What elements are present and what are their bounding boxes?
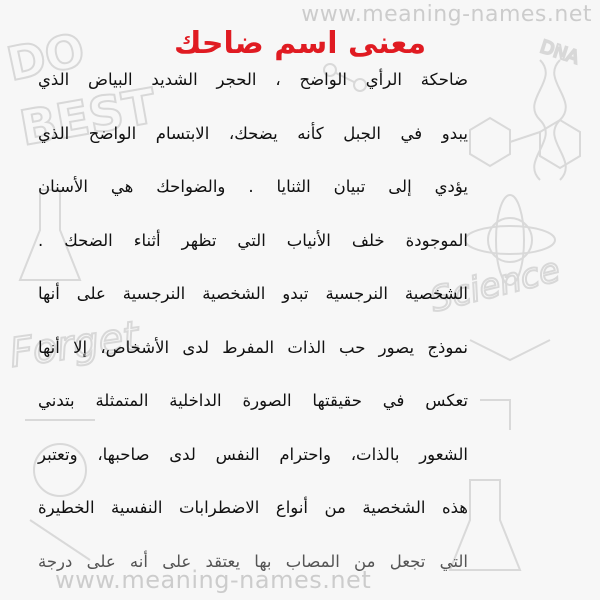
article-body bbox=[38, 60, 468, 595]
text-line: التي تجعل من المصاب بها يعتقد على أنه على درجة bbox=[38, 551, 468, 571]
page-title: معنى اسم ضاحك bbox=[173, 26, 427, 62]
text-line: الشخصية النرجسية تبدو الشخصية النرجسية على أنها bbox=[38, 284, 468, 303]
text-line: نموذج يصور حب الذات المفرط لدى الأشخاص، إلا أنها bbox=[38, 337, 468, 357]
svg-text:Science: Science bbox=[426, 249, 564, 321]
text-line: ضاحكة الرأي الواضح ، الحجر الشديد البياض الذي bbox=[38, 70, 468, 89]
svg-text:DNA: DNA bbox=[537, 36, 582, 69]
text-line: الشعور بالذات، واحترام النفس لدى صاحبها، وتعتبر bbox=[38, 444, 468, 464]
svg-text:Forget: Forget bbox=[6, 313, 142, 377]
svg-text:BEST: BEST bbox=[15, 78, 161, 158]
text-line: هذه الشخصية من أنواع الاضطرابات النفسية الخطيرة bbox=[38, 498, 468, 517]
text-line: يؤدي إلى تبيان الثنايا . والضواحك هي الأسنان bbox=[38, 177, 468, 196]
text-line: يبدو في الجبل كأنه يضحك، الابتسام الواضح الذي bbox=[38, 123, 468, 143]
text-line: تعكس في حقيقتها الصورة الداخلية المتمثلة بتدني bbox=[38, 391, 468, 410]
svg-text:DO: DO bbox=[2, 22, 90, 92]
text-line: الموجودة خلف الأنياب التي تظهر أثناء الضحك . bbox=[38, 230, 468, 250]
watermark-bottom: www.meaning-names.net bbox=[55, 566, 372, 594]
watermark-top: www.meaning-names.net bbox=[301, 2, 592, 27]
